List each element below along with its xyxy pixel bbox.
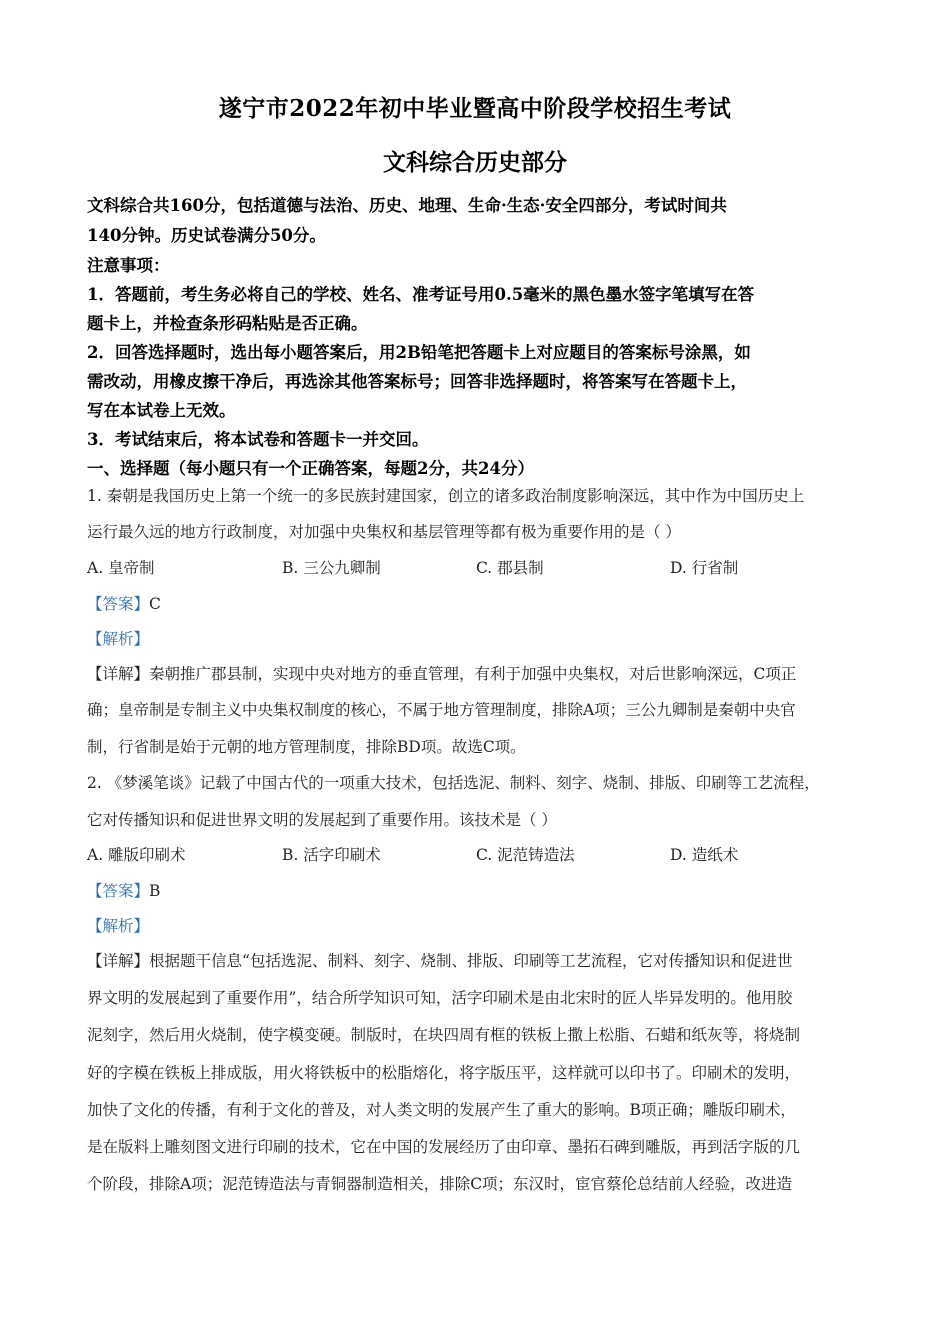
q1-detail-line-2: 确；皇帝制是专制主义中央集权制度的核心，不属于地方管理制度，排除A项；三公九卿制是秦朝中央官	[87, 701, 796, 719]
intro-line-1: 文科综合共160分，包括道德与法治、历史、地理、生命·生态·安全四部分，考试时间共	[87, 196, 727, 215]
q1-answer	[87, 592, 161, 614]
q1-option-d: D. 行省制	[670, 559, 739, 577]
q2-stem-line-2: 它对传播知识和促进世界文明的发展起到了重要作用。该技术是（ ）	[87, 811, 557, 829]
q1-stem-line-1: 1. 秦朝是我国历史上第一个统一的多民族封建国家，创立的诸多政治制度影响深远，其中作为中国历史上	[87, 487, 805, 505]
q2-answer-value: B	[149, 882, 161, 900]
q1-detail-text-1: 秦朝推广郡县制，实现中央对地方的垂直管理，有利于加强中央集权，对后世影响深远，C项正	[149, 665, 797, 683]
q1-option-b: B. 三公九卿制	[282, 559, 381, 577]
note-3: 3．考试结束后，将本试卷和答题卡一并交回。	[87, 430, 429, 449]
q2-detail-line-2: 界文明的发展起到了重要作用”，结合所学知识可知，活字印刷术是由北宋时的匠人毕异发明的。他用胶	[87, 989, 793, 1007]
note-1-line-2: 题卡上，并检查条形码粘贴是否正确。	[87, 314, 368, 333]
exam-title: 遂宁市2022年初中毕业暨高中阶段学校招生考试	[218, 95, 732, 122]
note-2-line-3: 写在本试卷上无效。	[87, 401, 236, 420]
q1-detail-line-3: 制，行省制是始于元朝的地方管理制度，排除BD项。故选C项。	[87, 738, 526, 756]
q2-option-a: A. 雕版印刷术	[87, 846, 186, 864]
q2-detail-text-1: 根据题干信息“包括选泥、制料、刻字、烧制、排版、印刷等工艺流程，它对传播知识和促进世	[149, 952, 793, 970]
note-2-line-1: 2．回答选择题时，选出每小题答案后，用2B铅笔把答题卡上对应题目的答案标号涂黑，如	[87, 343, 751, 362]
notes-title: 注意事项：	[87, 256, 170, 275]
note-2-line-2: 需改动，用橡皮擦干净后，再选涂其他答案标号；回答非选择题时，将答案写在答题卡上，	[87, 372, 747, 391]
q1-detail-line-1	[87, 662, 796, 684]
q2-option-d: D. 造纸术	[670, 846, 739, 864]
detail-tag: 【详解】	[87, 665, 150, 683]
intro-line-2: 140分钟。历史试卷满分50分。	[87, 226, 326, 245]
q2-analysis-tag: 【解析】	[87, 917, 150, 935]
q2-detail-line-1	[87, 949, 792, 971]
q2-detail-line-4: 好的字模在铁板上排成版，用火将铁板中的松脂熔化，将字版压平，这样就可以印书了。印刷术的发明，	[87, 1064, 801, 1082]
q2-detail-line-7: 个阶段，排除A项；泥范铸造法与青铜器制造相关，排除C项；东汉时，宦官蔡伦总结前人经验，改进造	[87, 1175, 793, 1193]
q2-detail-line-3: 泥刻字，然后用火烧制，使字模变硬。制版时，在块四周有框的铁板上撒上松脂、石蜡和纸灰等，将烧制	[87, 1026, 801, 1044]
answer-tag: 【答案】	[87, 595, 150, 613]
q1-analysis-tag: 【解析】	[87, 630, 150, 648]
note-1-line-1: 1．答题前，考生务必将自己的学校、姓名、准考证号用0.5毫米的黑色墨水签字笔填写在答	[87, 285, 755, 304]
q1-option-a: A. 皇帝制	[87, 559, 155, 577]
exam-subtitle: 文科综合历史部分	[383, 149, 567, 176]
q2-detail-line-5: 加快了文化的传播，有利于文化的普及，对人类文明的发展产生了重大的影响。B项正确；雕版印刷术，	[87, 1101, 796, 1119]
q2-stem-line-1: 2. 《梦溪笔谈》记载了中国古代的一项重大技术，包括选泥、制料、刻字、烧制、排版、印刷等工艺流程，	[87, 774, 820, 792]
detail-tag: 【详解】	[87, 952, 150, 970]
q1-answer-value: C	[149, 595, 161, 613]
answer-tag: 【答案】	[87, 882, 150, 900]
q2-option-b: B. 活字印刷术	[282, 846, 381, 864]
q1-option-c: C. 郡县制	[476, 559, 544, 577]
q2-detail-line-6: 是在版料上雕刻图文进行印刷的技术，它在中国的发展经历了由印章、墨拓石碑到雕版，再到活字版的几	[87, 1138, 801, 1156]
q2-answer	[87, 879, 160, 901]
q1-stem-line-2: 运行最久远的地方行政制度，对加强中央集权和基层管理等都有极为重要作用的是（ ）	[87, 523, 681, 541]
q2-option-c: C. 泥范铸造法	[476, 846, 575, 864]
section-heading: 一、选择题（每小题只有一个正确答案，每题2分，共24分）	[87, 459, 534, 478]
